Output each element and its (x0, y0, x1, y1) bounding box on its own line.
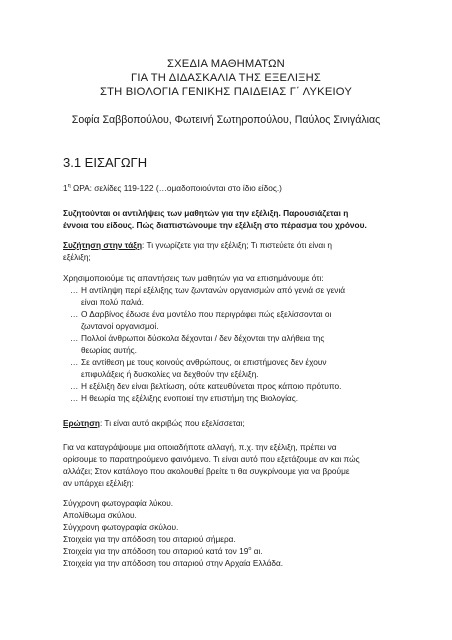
bullet-marker: … (70, 285, 79, 295)
bullet-item (70, 285, 345, 295)
bullet-item (70, 393, 298, 403)
intro-bold-line-2: έννοια του είδους. Πώς διαπιστώνουμε την εξέλιξη στο πέρασμα του χρόνου. (63, 220, 367, 230)
catalog-item: Απολίθωμα σκύλου. (63, 510, 137, 520)
title-line-1: ΣΧΕΔΙΑ ΜΑΘΗΜΑΤΩΝ (167, 58, 285, 70)
catalog-item: Στοιχεία για την απόδοση του σιταριού σήμερα. (63, 534, 236, 544)
bullet-marker: … (70, 393, 79, 403)
question-text: : Τι είναι αυτό ακριβώς που εξελίσσεται; (99, 418, 245, 428)
bullet-continuation: είναι πολύ παλιά. (81, 297, 144, 307)
discussion-text: : Τι γνωρίζετε για την εξέλιξη; Τι πιστεύετε ότι είναι η (142, 240, 332, 250)
catalog-item-suffix: αι. (251, 546, 263, 556)
bullet-continuation: θεωρίας αυτής. (81, 345, 137, 355)
bullet-continuation: ζωντανοί οργανισμοί. (81, 321, 159, 331)
bullet-text: Σε αντίθεση με τους κοινούς ανθρώπους, οι επιστήμονες δεν έχουν (81, 357, 327, 367)
authors-line: Σοφία Σαββοπούλου, Φωτεινή Σωτηροπούλου, Παύλος Σινιγάλιας (71, 114, 381, 126)
bullet-text: Η εξέλιξη δεν είναι βελτίωση, ούτε κατευθύνεται προς κάποιο πρότυπο. (81, 381, 342, 391)
bullet-text: Πολλοί άνθρωποι δύσκολα δέχονται / δεν δέχονται την αλήθεια της (81, 333, 325, 343)
hour-superscript: η (67, 183, 71, 190)
hour-line (63, 183, 282, 193)
discussion-label: Συζήτηση στην τάξη (63, 240, 143, 250)
bullet-item (70, 357, 327, 367)
hour-text: ΩΡΑ: σελίδες 119-122 (…ομαδοποιούνται στο ίδιο είδος.) (70, 183, 282, 193)
bullet-marker: … (70, 381, 79, 391)
bullet-text: Η θεωρία της εξέλιξης ενοποιεί την επιστήμη της Βιολογίας. (81, 393, 299, 403)
catalog-item: Στοιχεία για την απόδοση του σιταριού στην Αρχαία Ελλάδα. (63, 558, 284, 568)
century-superscript: ο (248, 546, 252, 553)
title-line-2: ΓΙΑ ΤΗ ΔΙΔΑΣΚΑΛΙΑ ΤΗΣ ΕΞΕΛΙΞΗΣ (130, 72, 322, 84)
paragraph-line-1: Για να καταγράψουμε μια οποιαδήποτε αλλαγή, π.χ. την εξέλιξη, πρέπει να (63, 442, 337, 452)
bullet-marker: … (70, 333, 79, 343)
question-line (63, 418, 245, 428)
section-heading: 3.1 ΕΙΣΑΓΩΓΗ (63, 155, 148, 170)
bullet-text: Η αντίληψη περί εξέλιξης των ζωντανών οργανισμών από γενιά σε γενιά (81, 285, 346, 295)
question-label: Ερώτηση (63, 418, 100, 428)
paragraph-line-3: αλλάζει; Στον κατάλογο που ακολουθεί βρείτε τι θα συγκρίνουμε για να βρούμε (63, 466, 350, 476)
bullet-text: Ο Δαρβίνος έδωσε ένα μοντέλο που περιγράφει πώς εξελίσσονται οι (81, 309, 332, 319)
bullet-item (70, 309, 331, 319)
paragraph-line-4: αν υπάρχει εξέλιξη: (63, 478, 134, 488)
bullet-marker: … (70, 309, 79, 319)
catalog-item-text: Στοιχεία για την απόδοση του σιταριού κατά τον 19 (63, 546, 249, 556)
hour-number: 1 (63, 183, 68, 193)
intro-bold-line-1: Συζητούνται οι αντιλήψεις των μαθητών για την εξέλιξη. Παρουσιάζεται η (63, 208, 349, 218)
discussion-line-2: εξέλιξη; (63, 252, 91, 262)
bullet-item (70, 381, 341, 391)
catalog-item (63, 546, 263, 556)
paragraph-line-2: ορίσουμε το παρατηρούμενο φαινόμενο. Τι είναι αυτό που εξετάζουμε αν και πώς (63, 454, 360, 464)
discussion-line-1 (63, 240, 332, 250)
title-line-3: ΣΤΗ ΒΙΟΛΟΓΙΑ ΓΕΝΙΚΗΣ ΠΑΙΔΕΙΑΣ Γ΄ ΛΥΚΕΙΟΥ (99, 86, 353, 98)
catalog-item: Σύγχρονη φωτογραφία λύκου. (63, 498, 174, 508)
bullet-item (70, 333, 324, 343)
bullet-marker: … (70, 357, 79, 367)
use-answers-line: Χρησιμοποιούμε τις απαντήσεις των μαθητών για να επισημάνουμε ότι: (63, 273, 324, 283)
catalog-item: Σύγχρονη φωτογραφία σκύλου. (63, 522, 179, 532)
bullet-continuation: επιφυλάξεις ή δυσκολίες να δεχθούν την εξέλιξη. (81, 369, 259, 379)
